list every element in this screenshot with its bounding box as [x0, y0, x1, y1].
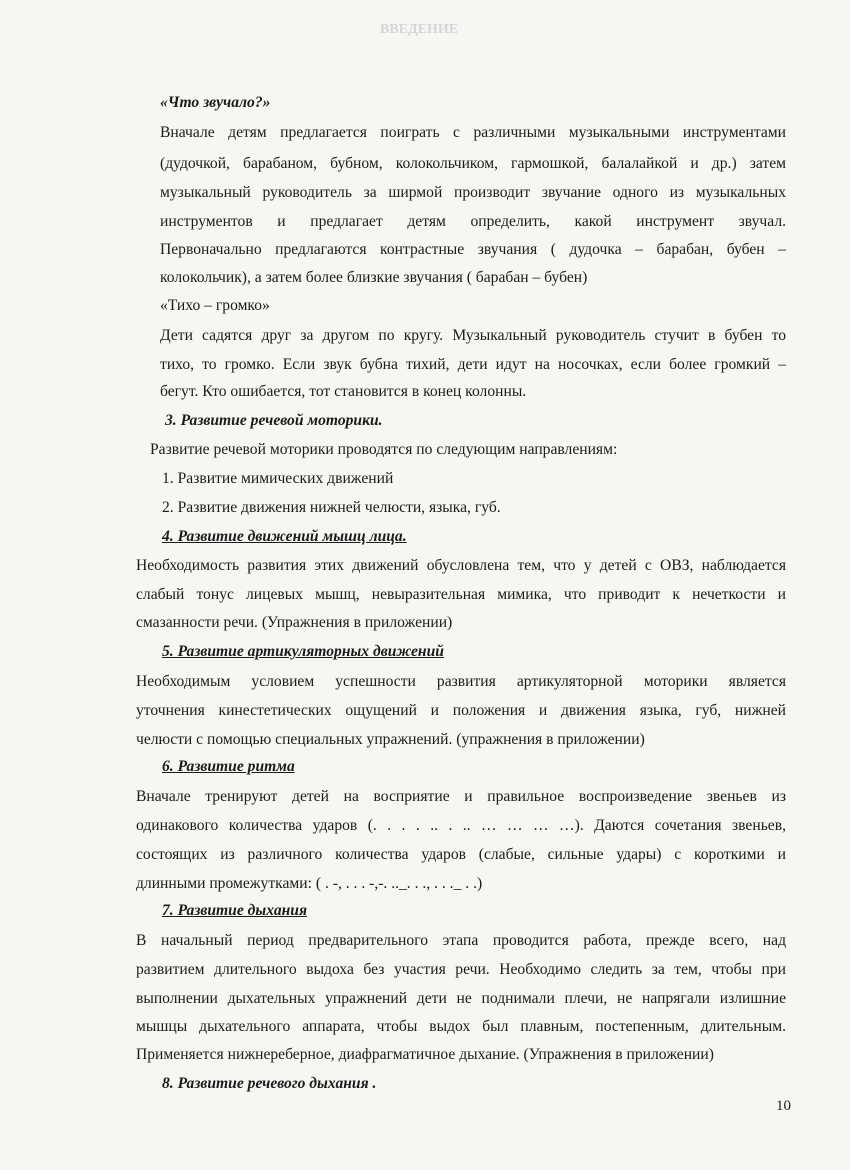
paragraph-line: Развитие речевой моторики проводятся по следующим направлениям:	[150, 441, 618, 458]
paragraph-line: слабый тонус лицевых мышц, невыразительная мимика, что приводит к нечеткости и	[136, 586, 786, 603]
paragraph-line: Применяется нижнереберное, диафрагматичное дыхание. (Упражнения в приложении)	[136, 1046, 714, 1063]
section-heading-4: 4. Развитие движений мышц лица.	[162, 528, 407, 545]
paragraph-line: Необходимость развития этих движений обусловлена тем, что у детей с ОВЗ, наблюдается	[136, 557, 786, 574]
paragraph-line: Вначале детям предлагается поиграть с различными музыкальными инструментами	[160, 124, 786, 141]
section-heading-6: 6. Развитие ритма	[162, 758, 295, 775]
paragraph-line: (дудочкой, барабаном, бубном, колокольчиком, гармошкой, балалайкой и др.) затем	[160, 155, 786, 172]
paragraph-line: Первоначально предлагаются контрастные звучания ( дудочка – барабан, бубен –	[160, 241, 786, 258]
paragraph-line: уточнения кинестетических ощущений и положения и движения языка, губ, нижней	[136, 702, 786, 719]
section-heading-3: 3. Развитие речевой моторики.	[165, 412, 383, 429]
section-heading-8: 8. Развитие речевого дыхания .	[162, 1075, 377, 1092]
paragraph-line: длинными промежутками: ( . -, . . . -,-. .._. . ., . . ._ . .)	[136, 875, 483, 892]
section-heading-7: 7. Развитие дыхания	[162, 902, 307, 919]
paragraph-line: Необходимым условием успешности развития артикуляторной моторики является	[136, 673, 786, 690]
paragraph-line: развитием длительного выдоха без участия речи. Необходимо следить за тем, чтобы при	[136, 961, 786, 978]
paragraph-line: колокольчик), а затем более близкие звучания ( барабан – бубен)	[160, 269, 588, 286]
paragraph-line: мышцы дыхательного аппарата, чтобы выдох был плавным, постепенным, длительным.	[136, 1018, 786, 1035]
bleedthrough-header: ВВЕДЕНИЕ	[380, 22, 459, 37]
list-item-2: 2. Развитие движения нижней челюсти, языка, губ.	[162, 499, 501, 516]
paragraph-line: тихо, то громко. Если звук бубна тихий, дети идут на носочках, если более громкий –	[160, 356, 786, 373]
paragraph-line: смазанности речи. (Упражнения в приложении)	[136, 614, 453, 631]
paragraph-line: одинакового количества ударов (. . . . .. . .. … … … …). Даются сочетания звеньев,	[136, 817, 786, 834]
paragraph-line: челюсти с помощью специальных упражнений. (упражнения в приложении)	[136, 731, 645, 748]
paragraph-line: выполнении дыхательных упражнений дети не поднимали плечи, не напрягали излишние	[136, 990, 786, 1007]
paragraph-line: состоящих из различного количества ударов (слабые, сильные удары) с короткими и	[136, 846, 786, 863]
paragraph-line: Дети садятся друг за другом по кругу. Музыкальный руководитель стучит в бубен то	[160, 327, 786, 344]
paragraph-line: В начальный период предварительного этапа проводится работа, прежде всего, над	[136, 932, 786, 949]
section-heading-5: 5. Развитие артикуляторных движений	[162, 643, 444, 660]
list-item-1: 1. Развитие мимических движений	[162, 470, 394, 487]
heading-chto-zvuchalo: «Что звучало?»	[160, 94, 271, 111]
page-number: 10	[776, 1098, 791, 1114]
paragraph-line: Вначале тренируют детей на восприятие и правильное воспроизведение звеньев из	[136, 788, 786, 805]
paragraph-line: музыкальный руководитель за ширмой производит звучание одного из музыкальных	[160, 184, 786, 201]
paragraph-line: инструментов и предлагает детям определить, какой инструмент звучал.	[160, 213, 786, 230]
subheading-tikho-gromko: «Тихо – громко»	[160, 297, 270, 314]
paragraph-line: бегут. Кто ошибается, тот становится в конец колонны.	[160, 383, 527, 400]
